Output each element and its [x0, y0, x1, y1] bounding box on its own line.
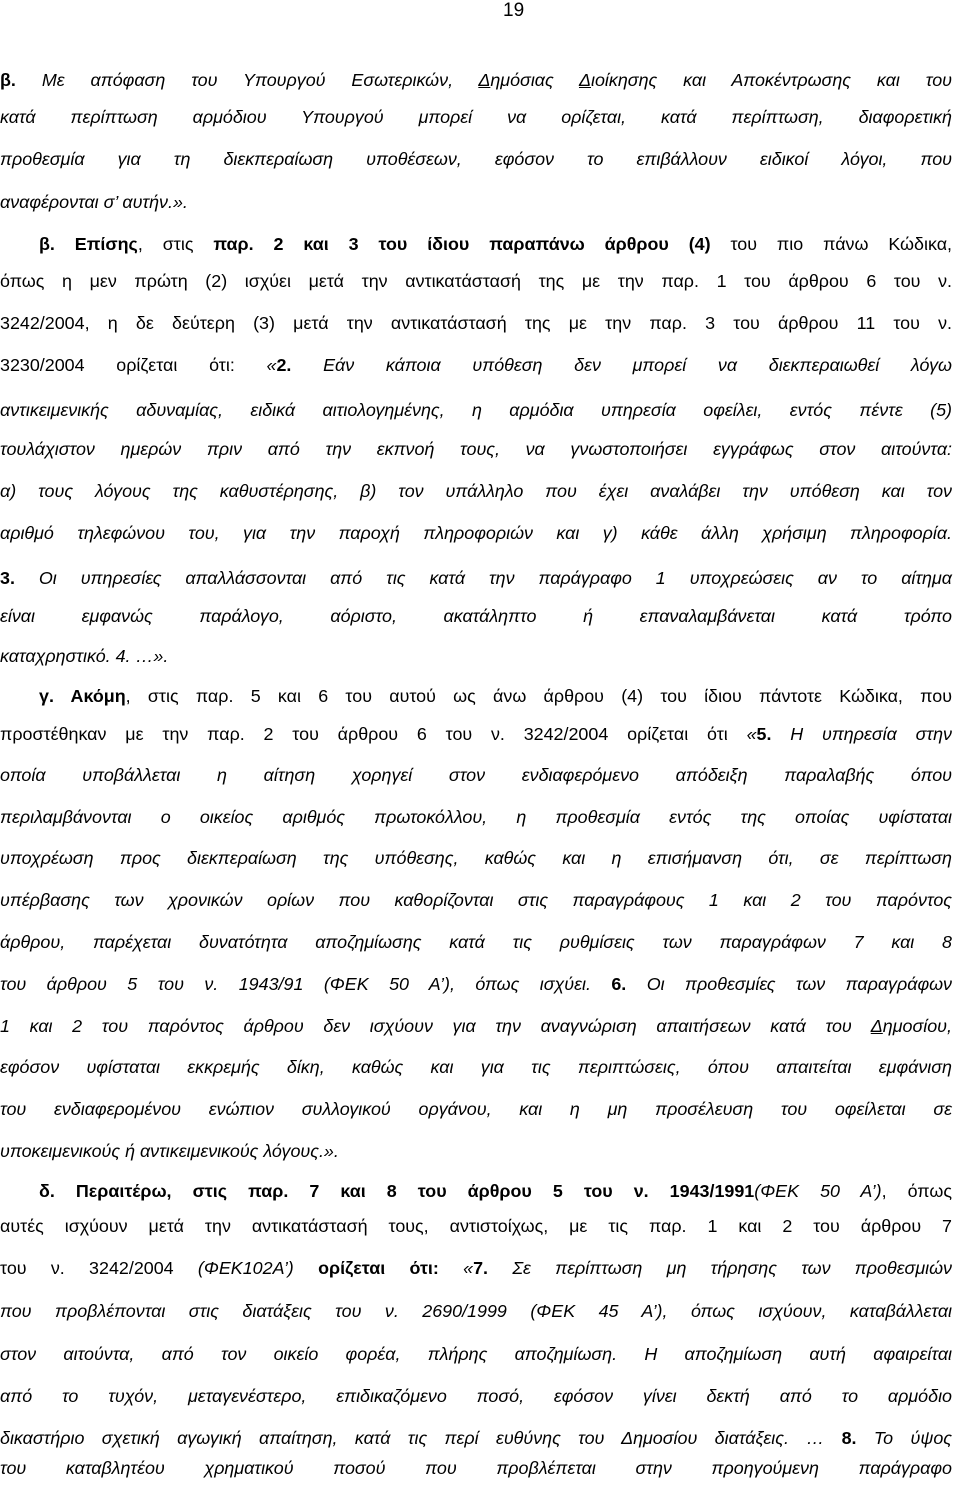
text-run: αυτές ισχύουν μετά την αντικατάστασή τους, αντιστοίχως, με τις παρ. 1 και 2 του άρθρου 7	[0, 1216, 952, 1236]
text-line	[39, 228, 952, 260]
text-run: Σε περίπτωση μη τήρησης των προθεσμιών	[488, 1258, 952, 1278]
text-line	[0, 1252, 952, 1284]
text-run: Η υπηρεσία στην	[771, 724, 952, 744]
text-line	[0, 265, 952, 297]
text-line	[0, 394, 952, 426]
text-line	[0, 1422, 952, 1454]
text-line	[0, 600, 952, 632]
text-run: Δ	[870, 1016, 883, 1036]
text-run: υπέρβασης των χρονικών ορίων που καθορίζονται στις παραγράφους 1 και 2 του παρόντος	[0, 890, 952, 910]
text-run: γ. Ακόμη	[39, 686, 126, 706]
text-run: του πιο πάνω Κώδικα,	[710, 234, 953, 254]
text-run: είναι εμφανώς παράλογο, αόριστο, ακατάληπτο ή επαναλαμβάνεται κατά τρόπο	[0, 606, 952, 626]
text-run: 8.	[841, 1428, 857, 1448]
text-line	[0, 801, 952, 833]
text-line	[0, 101, 952, 133]
text-run: ημοσίου,	[882, 1016, 952, 1036]
text-run: στον αιτούντα, από τον οικείο φορέα, πλήρης αποζημίωση. Η αποζημίωση αυτή αφαιρείται	[0, 1344, 952, 1364]
text-line	[0, 1051, 952, 1083]
text-run: δικαστήριο σχετική αγωγική απαίτηση, κατά τις περί ευθύνης του Δημοσίου διατάξεις. …	[0, 1428, 842, 1448]
text-line	[0, 640, 952, 672]
text-run: 3.	[0, 568, 15, 588]
text-run: β.	[0, 70, 16, 90]
text-line	[0, 1295, 952, 1327]
text-run: 3230/2004 ορίζεται ότι:	[0, 355, 267, 375]
text-line	[0, 475, 952, 507]
text-run: , όπως	[881, 1181, 952, 1201]
text-line	[0, 1135, 952, 1167]
text-run: κατά περίπτωση αρμόδιου Υπουργού μπορεί να ορίζεται, κατά περίπτωση, διαφορετική	[0, 107, 952, 127]
text-run: «	[463, 1258, 474, 1278]
text-line	[0, 1210, 952, 1242]
text-run: α) τους λόγους της καθυστέρησης, β) τον υπάλληλο που έχει αναλάβει την υπόθεση και τον	[0, 481, 952, 501]
text-run: αναφέρονται σ’ αυτήν.».	[0, 192, 188, 212]
text-run: αριθμό τηλεφώνου του, για την παροχή πληροφοριών και γ) κάθε άλλη χρήσιμη πληροφορία.	[0, 523, 952, 543]
text-run: Εάν κάποια υπόθεση δεν μπορεί να διεκπεραιωθεί λόγω	[291, 355, 952, 375]
text-run: δ. Περαιτέρω, στις παρ. 7 και 8 του άρθρου 5 του ν. 1943/1991	[39, 1181, 755, 1201]
text-line	[0, 1338, 952, 1370]
text-line	[0, 926, 952, 958]
text-line	[0, 1380, 952, 1412]
text-run: παρ.	[213, 234, 254, 254]
text-line	[39, 1175, 952, 1207]
text-line	[0, 1452, 952, 1484]
text-run: Με απόφαση του Υπουργού Εσωτερικών,	[15, 70, 479, 90]
text-run: προθεσμία για τη διεκπεραίωση υποθέσεων, εφόσον το επιβάλλουν ειδικοί λόγοι, που	[0, 149, 952, 169]
text-run: του ν. 3242/2004	[0, 1258, 198, 1278]
text-run: ορίζεται ότι:	[293, 1258, 464, 1278]
text-run: 6.	[611, 974, 627, 994]
text-line	[0, 186, 952, 218]
text-run: του άρθρου 5 του ν. 1943/91 (ΦΕΚ 50 Α’), όπως ισχύει.	[0, 974, 612, 994]
text-run: 1 και 2 του παρόντος άρθρου δεν ισχύουν για την αναγνώριση απαιτήσεων κατά του	[0, 1016, 871, 1036]
text-run: αντικειμενικής αδυναμίας, ειδικά αιτιολογημένης, η αρμόδια υπηρεσία οφείλει, εντός πέντε (5)	[0, 400, 952, 420]
text-run: β. Επίσης	[39, 234, 138, 254]
text-run: του ενδιαφερομένου ενώπιον συλλογικού οργάνου, και η μη προσέλευση του οφείλεται σε	[0, 1099, 952, 1119]
text-line	[0, 433, 952, 465]
text-run: Δ	[578, 70, 591, 90]
text-line	[0, 842, 952, 874]
text-run: «	[266, 355, 277, 375]
text-line	[39, 680, 952, 712]
text-line	[0, 307, 952, 339]
page-number: 19	[503, 0, 525, 21]
text-run: 7.	[473, 1258, 489, 1278]
text-line	[0, 968, 952, 1000]
text-line	[0, 64, 952, 96]
text-line	[0, 349, 952, 381]
text-run: «	[746, 724, 757, 744]
text-line	[0, 517, 952, 549]
text-run: , στις	[137, 234, 214, 254]
text-run: καταχρηστικό. 4. …».	[0, 646, 169, 666]
text-run: (ΦΕΚ102Α’)	[197, 1258, 294, 1278]
text-run: από το τυχόν, μεταγενέστερο, επιδικαζόμενο ποσό, εφόσον γίνει δεκτή από το αρμόδιο	[0, 1386, 952, 1406]
text-line	[0, 1010, 952, 1042]
text-line	[0, 718, 952, 750]
text-line	[0, 1093, 952, 1125]
text-run: Το ύψος	[856, 1428, 952, 1448]
text-run: περιλαμβάνονται ο οικείος αριθμός πρωτοκόλλου, η προθεσμία εντός της οποίας υφίσταται	[0, 807, 952, 827]
text-run: 2 και 3 του ίδιου παραπάνω άρθρου (4)	[253, 234, 711, 254]
text-line	[0, 759, 952, 791]
text-run: Οι υπηρεσίες απαλλάσσονται από τις κατά την παράγραφο 1 υποχρεώσεις αν το αίτημα	[14, 568, 952, 588]
text-run: υποχρέωση προς διεκπεραίωση της υπόθεσης, καθώς και η επισήμανση ότι, σε περίπτωση	[0, 848, 952, 868]
text-run: του καταβλητέου χρηματικού ποσού που προβλέπεται στην προηγούμενη παράγραφο	[0, 1458, 952, 1478]
text-run: Οι προθεσμίες των παραγράφων	[626, 974, 952, 994]
text-run: 5.	[756, 724, 772, 744]
text-run: , στις παρ. 5 και 6 του αυτού ως άνω άρθρου (4) του ίδιου πάντοτε Κώδικα, που	[125, 686, 952, 706]
text-run: οποία υποβάλλεται η αίτηση χορηγεί στον ενδιαφερόμενο απόδειξη παραλαβής όπου	[0, 765, 952, 785]
text-run: που προβλέπονται στις διατάξεις του ν. 2690/1999 (ΦΕΚ 45 Α’), όπως ισχύουν, καταβάλλεται	[0, 1301, 952, 1321]
text-run: προστέθηκαν με την παρ. 2 του άρθρου 6 του ν. 3242/2004 ορίζεται ότι	[0, 724, 747, 744]
text-run: ιοίκησης και Αποκέντρωσης και του	[591, 70, 952, 90]
text-run: ημόσιας	[490, 70, 579, 90]
text-run: 3242/2004, η δε δεύτερη (3) μετά την αντικατάστασή της με την παρ. 3 του άρθρου 11 του ν.	[0, 313, 952, 333]
text-run: υποκειμενικούς ή αντικειμενικούς λόγους.».	[0, 1141, 339, 1161]
text-run: άρθρου, παρέχεται δυνατότητα αποζημίωσης κατά τις ρυθμίσεις των παραγράφων 7 και 8	[0, 932, 952, 952]
text-run: εφόσον υφίσταται εκκρεμής δίκη, καθώς και για τις περιπτώσεις, όπου απαιτείται εμφάνιση	[0, 1057, 952, 1077]
text-line	[0, 562, 952, 594]
text-run: όπως η μεν πρώτη (2) ισχύει μετά την αντικατάστασή της με την παρ. 1 του άρθρου 6 του ν.	[0, 271, 952, 291]
text-run: Δ	[478, 70, 491, 90]
text-run: (ΦΕΚ 50 Α’)	[754, 1181, 882, 1201]
text-run: 2.	[276, 355, 292, 375]
text-run: τουλάχιστον ημερών πριν από την εκπνοή τους, να γνωστοποιήσει εγγράφως στον αιτούντα:	[0, 439, 952, 459]
text-line	[0, 143, 952, 175]
text-line	[0, 884, 952, 916]
